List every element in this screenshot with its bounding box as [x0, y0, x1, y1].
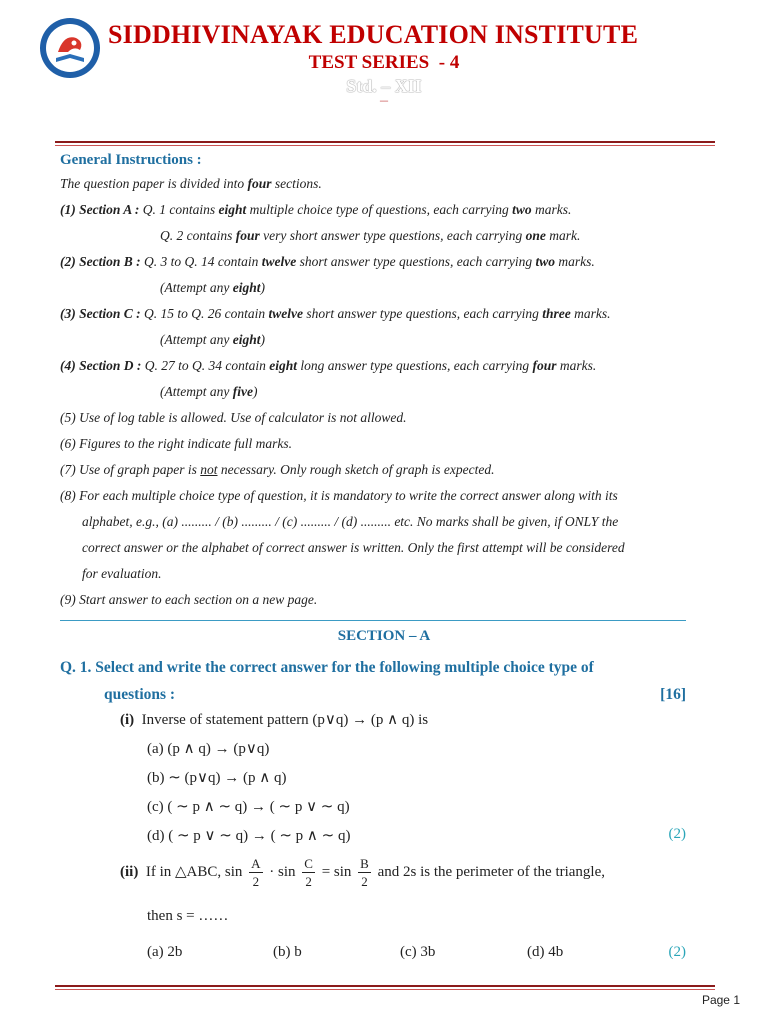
footer-rule-thin	[55, 989, 715, 990]
q1-marks: [16]	[660, 686, 686, 703]
header-rule-thin	[55, 145, 715, 146]
instruction-3: (3) Section C : Q. 15 to Q. 26 contain twelve short answer type questions, each carrying three marks.	[60, 306, 611, 321]
instruction-4: (4) Section D : Q. 27 to Q. 34 contain eight long answer type questions, each carrying four marks.	[60, 358, 597, 373]
question-i-option-a: (a) (p ∧ q) → (p∨q)	[147, 741, 270, 757]
question-ii: (ii) If in △ABC, sin $\frac{A}{2}$ · sin $\frac{C}{2}$ = sin $\frac{B}{2}$ and 2s is the perimeter of the triangle,	[120, 856, 606, 889]
header-dash: –	[380, 92, 388, 109]
institute-title: SIDDHIVINAYAK EDUCATION INSTITUTE	[108, 20, 639, 49]
section-a-title: SECTION – A	[337, 628, 431, 644]
instruction-9: (9) Start answer to each section on a new page.	[60, 592, 318, 607]
instruction-8-line4: for evaluation.	[82, 566, 162, 581]
question-i-marks: (2)	[668, 826, 686, 842]
footer-rule	[55, 985, 715, 987]
instruction-1a: (1) Section A : Q. 1 contains eight multiple choice type of questions, each carrying two marks.	[60, 202, 572, 217]
instruction-6: (6) Figures to the right indicate full marks.	[60, 436, 292, 451]
fraction-c-over-2: $\frac{C}{2}$	[304, 856, 313, 889]
question-i-option-c: (c) ( ∼ p ∧ ∼ q) → ( ∼ p ∨ ∼ q)	[147, 799, 350, 815]
q1-line2: questions :	[104, 686, 176, 703]
instructions-heading: General Instructions :	[60, 152, 202, 168]
test-series-title: TEST SERIES - 4	[308, 52, 460, 73]
question-ii-then: then s = ……	[147, 908, 229, 924]
instruction-5: (5) Use of log table is allowed. Use of calculator is not allowed.	[60, 410, 407, 425]
question-i: (i) Inverse of statement pattern (p∨q) → (p ∧ q) is	[120, 712, 429, 728]
instruction-8-line2: alphabet, e.g., (a) ......... / (b) ......... / (c) ......... / (d) ......... etc. No marks shall be given, if ONLY the	[82, 514, 619, 529]
question-i-option-b: (b) ∼ (p∨q) → (p ∧ q)	[147, 770, 287, 786]
standard-label: Std. – XII	[346, 76, 422, 96]
question-ii-option-b: (b) b	[273, 944, 302, 960]
instruction-7: (7) Use of graph paper is not necessary. Only rough sketch of graph is expected.	[60, 462, 495, 477]
question-1-heading	[60, 654, 690, 708]
question-ii-option-c: (c) 3b	[400, 944, 436, 960]
page-number: Page 1	[701, 993, 740, 1007]
instruction-intro: The question paper is divided into four sections.	[60, 176, 322, 191]
section-rule	[60, 620, 686, 621]
question-ii-option-d: (d) 4b	[527, 944, 564, 960]
q1-line1: Q. 1. Select and write the correct answer for the following multiple choice type of	[60, 659, 594, 676]
fraction-b-over-2: $\frac{B}{2}$	[360, 856, 369, 889]
instruction-2: (2) Section B : Q. 3 to Q. 14 contain twelve short answer type questions, each carrying two marks.	[60, 254, 595, 269]
instruction-1b: Q. 2 contains four very short answer type questions, each carrying one mark.	[160, 228, 581, 243]
instruction-8-line3: correct answer or the alphabet of correct answer is written. Only the first attempt will be considered	[82, 540, 625, 555]
header-rule	[55, 141, 715, 143]
question-ii-option-a: (a) 2b	[147, 944, 183, 960]
fraction-a-over-2: $\frac{A}{2}$	[251, 856, 261, 889]
question-i-option-d: (d) ( ∼ p ∨ ∼ q) → ( ∼ p ∧ ∼ q)	[147, 828, 351, 844]
instruction-8-line1: (8) For each multiple choice type of question, it is mandatory to write the correct answer along with its	[60, 488, 618, 503]
instruction-4-attempt: (Attempt any five)	[160, 384, 258, 399]
instruction-2-attempt: (Attempt any eight)	[160, 280, 265, 295]
question-ii-marks: (2)	[668, 944, 686, 960]
instruction-3-attempt: (Attempt any eight)	[160, 332, 265, 347]
